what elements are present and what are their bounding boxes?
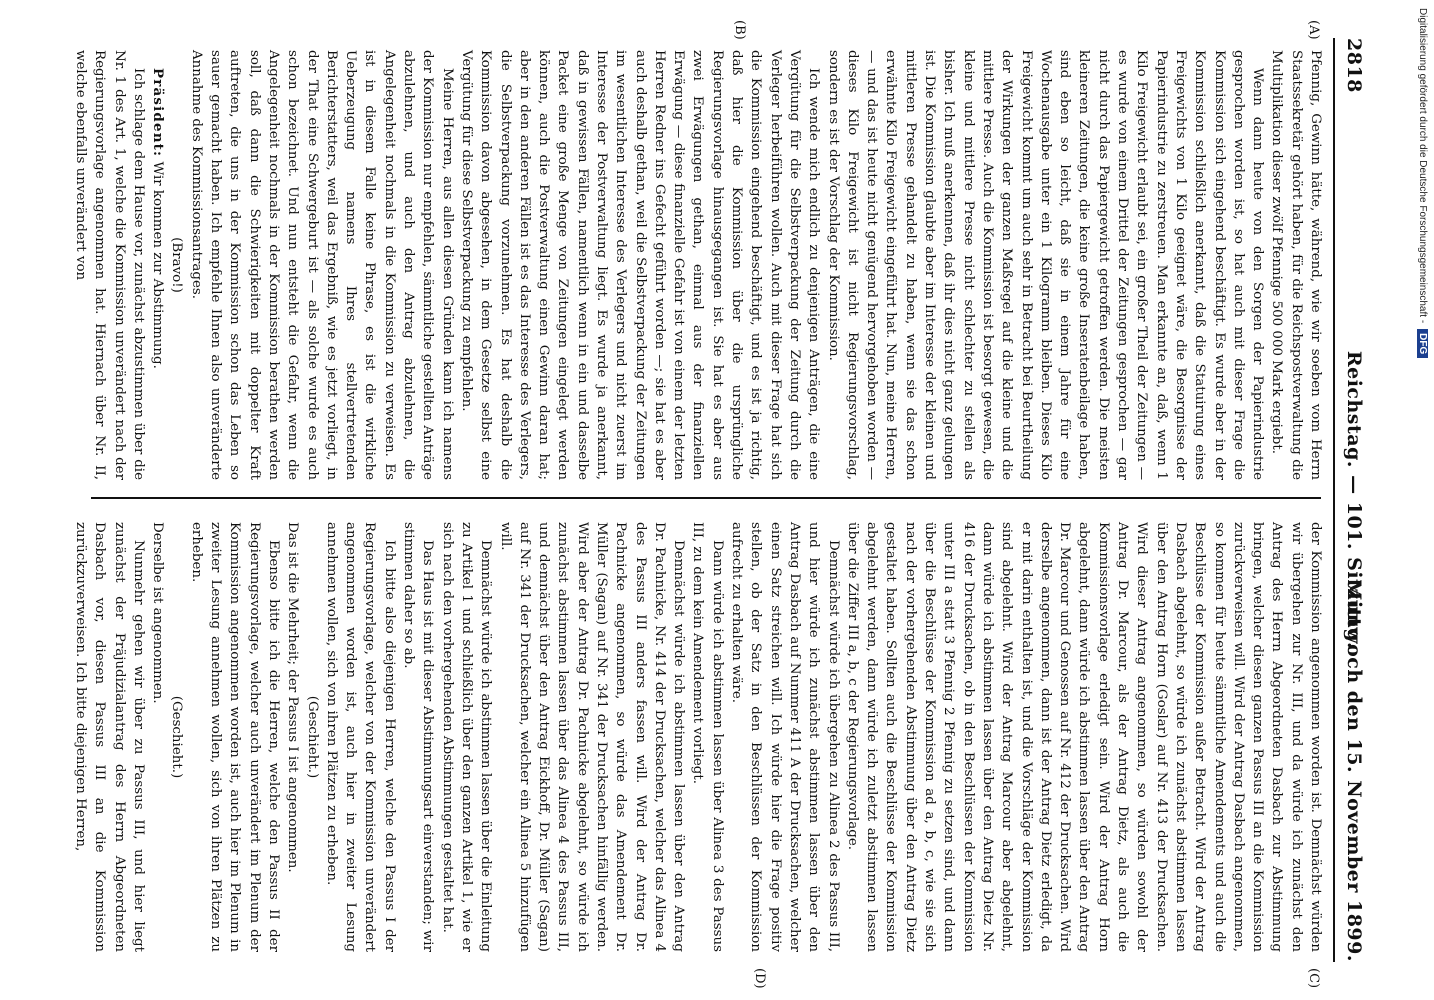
page-header bbox=[1339, 38, 1369, 962]
header-rule bbox=[1333, 38, 1335, 962]
right-paragraph-8: Das ist die Mehrheit; der Passus I ist angenommen. bbox=[285, 522, 301, 873]
right-column bbox=[73, 522, 1325, 952]
margin-marker-b: (B) bbox=[732, 20, 747, 40]
left-paragraph-6: Ich schlage dem Hause vor, zunächst abzustimmen über die Nr. 1 des Art. 1, welche die Kommission unverändert nach der Regierungsvorlage angenommen hat. Hiernach über Nr. II, welche ebenfalls unverändert von bbox=[73, 50, 146, 480]
left-paragraph-3: Ich wende mich endlich zu denjenigen Anträgen, die eine Vergütung für die Selbstverpackung der Zeitung durch die Verleger herbeiführen wollen. Auch mit dieser Frage hat sich die Kommission eingehend beschäftigt, und es ist ja richtig, daß hier die Kommission über die ursprüngliche Regierungsvorlage hinausgegangen ist. Sie hat es aber aus zwei Erwägungen gethan, einmal aus der finanziellen Erwägung — diese finanzielle Gefahr ist von einem der letzten Herren Redner ins Gefecht geführt worden —; sie hat es aber auch deshalb gethan, weil die Selbstverpackung der Zeitungen im wesentlichen Interesse des Verlegers und nicht zuerst im Interesse der Postverwaltung liegt. Es wurde ja anerkannt, daß in gewissen Fällen, namentlich wenn in ein und dasselbe Packet eine große Menge von Zeitungen eingelegt werden können, auch die Postverwaltung einen Gewinn daran hat; aber in den anderen Fällen ist es das Interesse des Verlegers, die Selbstverpackung vorzunehmen. Es hat deshalb die Kommission davon abgesehen, in dem Gesetze selbst eine Vergütung für diese Selbstverpackung zu empfehlen. bbox=[458, 50, 822, 480]
right-paragraph-5: Demnächst würde ich abstimmen lassen über die Einleitung zu Artikel 1 und schließlich über den ganzen Artikel 1, wie er sich nach den vorhergehenden Abstimmungen gestaltet hat. bbox=[439, 522, 494, 952]
right-paragraph-6: Das Haus ist mit dieser Abstimmungsart einverstanden; wir stimmen daher so ab. bbox=[401, 522, 436, 952]
document-page bbox=[27, 0, 1407, 1000]
right-paragraph-2: Demnächst würde ich übergehen zu Alinea 2 des Passus III, und hier würde ich zunächst abstimmen lassen über den Antrag Dasbach auf Nummer 411 A der Drucksachen, welcher einen Satz streichen will. Ich würde hier die Frage positiv stellen, ob der Satz in den Beschlüssen der Kommission aufrecht zu erhalten wäre. bbox=[729, 522, 841, 952]
margin-marker-d: (D) bbox=[752, 968, 767, 989]
right-paragraph-3: Dann würde ich abstimmen lassen über Alinea 3 des Passus III, zu dem kein Amendement vorliegt. bbox=[690, 522, 725, 952]
dfg-logo: DFG bbox=[1417, 329, 1428, 358]
bravo-note: (Bravo!) bbox=[169, 237, 185, 293]
digitization-watermark bbox=[1412, 8, 1428, 968]
left-paragraph-1: Pfennig, Gewinn hätte, während, wie wir soeben vom Herrn Staatssekretär gehört haben, für die Reichspostverwaltung die Multiplikation dieser zwölf Pfennige 500 000 Mark ergiebt. bbox=[1269, 50, 1323, 480]
right-paragraph-9: Ebenso bitte ich die Herren, welche den Passus II der Regierungsvorlage, welcher auch unverändert im Plenum der Kommission angenommen worden ist, auch hier im Plenum in zweiter Lesung annehmen wollen, sich von ihren Plätzen zu erheben. bbox=[188, 522, 281, 952]
left-paragraph-2: Wenn dann heute von den Sorgen der Papierindustrie gesprochen worden ist, so hat auch mit dieser Frage die Kommission sich eingehend beschäftigt. Es wurde aber in der Kommission schließlich anerkannt, daß die Statuirung eines Freigewichts von 1 Kilo geeignet wäre, die Besorgnisse der Papierindustrie zu zerstreuen. Man erkannte an, daß, wenn 1 Kilo Freigewicht erlaubt sei, ein großer Theil der Zeitungen — es wurde von einem Drittel der Zeitungen gesprochen — gar nicht durch das Papiergewicht getroffen werden. Die meisten kleineren Zeitungen, die keine große Inseratenbeilage haben, sind eben so leicht, daß sie in einem Jahre für eine Wochenausgabe unter ein 1 Kilogramm bleiben. Dieses Kilo Freigewicht kommt um auch sehr in Betracht bei Beurtheilung der Wirkungen der ganzen Maßregel auf die kleine und die mittlere Presse. Auch die Kommission ist besorgt gewesen, die kleine und mittlere Presse nicht schlechter zu stellen als bisher. Ich muß anerkennen, daß ihr dies nicht ganz gelungen ist. Die Kommission glaubte aber im Interesse der kleinen und mittleren Presse gehandelt zu haben, wenn sie das schon erwähnte Kilo Freigewicht eingeführt hat. Nun, meine Herren, — und das ist heute nicht genügend hervorgehoben worden — dieses Kilo Freigewicht ist nicht Regierungsvorschlag, sondern es ist der Vorschlag der Kommission. bbox=[825, 50, 1266, 480]
right-paragraph-7: Ich bitte also diejenigen Herren, welche den Passus I der Regierungsvorlage, welcher von der Kommission unverändert angenommen worden ist, auch hier in zweiter Lesung annehmen wollen, sich von ihren Plätzen zu erheben. bbox=[323, 522, 397, 952]
column-divider bbox=[91, 497, 1321, 499]
session-date: Mittwoch den 15. November 1899. bbox=[1343, 579, 1365, 962]
session-title: Reichstag. — 101. Sitzung. bbox=[1343, 350, 1365, 650]
right-paragraph-4: Demnächst würde ich abstimmen lassen über den Antrag Dr. Pachnicke, Nr. 414 der Drucksachen, welcher das Alinea 4 des Passus III anders fassen will. Wird der Antrag Dr. Pachnicke angenommen, so würde das Amendement Dr. Müller (Sagan) auf Nr. 341 der Drucksachen hinfällig werden. Wird aber der Antrag Dr. Pachnicke abgelehnt, so würde ich zunächst abstimmen lassen über das Alinea 4 des Passus III, und demnächst über den Antrag Eickhoff, Dr. Müller (Sagan) auf Nr. 341 der Drucksachen, welcher ein Alinea 5 hinzufügen will. bbox=[497, 522, 687, 952]
president-speech: Wir kommen zur Abstimmung. bbox=[150, 161, 166, 369]
geschieht-note-2: (Geschieht.) bbox=[169, 695, 185, 779]
right-paragraph-10: Derselbe ist angenommen. bbox=[150, 522, 166, 704]
watermark-text: Digitalisierung gefördert durch die Deutsche Forschungsgemeinschaft - bbox=[1417, 8, 1428, 324]
right-paragraph-11: Nunmehr gehen wir über zu Passus III, und hier liegt zunächst der Präjudizialantrag des Herrn Abgeordneten Dasbach vor, diesen Passus III an die Kommission zurückzuverweisen. Ich bitte diejenigen Herren, bbox=[73, 522, 146, 952]
margin-marker-c: (C) bbox=[1306, 968, 1321, 989]
right-paragraph-1: der Kommission angenommen worden ist. Demnächst würden wir übergehen zur Nr. III, und da würde ich zunächst den Antrag des Herrn Abgeordneten Dasbach zur Abstimmung bringen, welcher diesen ganzen Passus III an die Kommission zurückverweisen will. Wird der Antrag Dasbach angenommen, so kommen für heute sämmtliche Amendements und auch die Beschlüsse der Kommission außer Betracht. Wird der Antrag Dasbach abgelehnt, so würde ich zunächst abstimmen lassen über den Antrag Horn (Goslar) auf Nr. 413 der Drucksachen. Wird dieser Antrag angenommen, so würden sowohl der Antrag Dr. Marcour, als der Antrag Dietz, als auch die Kommissionsvorlage erledigt sein. Wird der Antrag Horn abgelehnt, dann würde ich abstimmen lassen über den Antrag Dr. Marcour und Genossen auf Nr. 412 der Drucksachen. Wird derselbe angenommen, dann ist der Antrag Dietz erledigt, da er mit darin enthalten ist, und die Vorschläge der Kommission sind abgelehnt. Wird der Antrag Marcour aber abgelehnt, dann würde ich abstimmen lassen über den Antrag Dietz Nr. 416 der Drucksachen, ob in den Beschlüssen der Kommission unter III a statt 3 Pfennig 2 Pfennig zu setzen sind, und dann über die Beschlüsse der Kommission ad a, b, c, wie sie sich nach der vorhergehenden Abstimmung über den Antrag Dietz gestaltet haben. Sollten auch die Beschlüsse der Kommission abgelehnt werden, dann würde ich zuletzt abstimmen lassen über die Ziffer III a, b, c der Regierungsvorlage. bbox=[844, 522, 1323, 952]
page-number: 2818 bbox=[1343, 38, 1365, 93]
geschieht-note-1: (Geschieht.) bbox=[304, 695, 320, 779]
president-label: Präsident: bbox=[150, 68, 167, 158]
left-column bbox=[73, 50, 1325, 480]
left-paragraph-4: Meine Herren, aus allen diesen Gründen kann ich namens der Kommission nur empfehlen, sämmtliche gestellten Anträge abzulehnen, und auch den Antrag abzulehnen, die Angelegenheit nochmals in die Kommission zu verweisen. Es ist in diesem Falle keine Phrase, es ist die wirkliche Ueberzeugung namens Ihres stellvertretenden Berichterstatters, weil das Ergebniß, wie es jetzt vorliegt, in der That eine Schwergeburt ist — als solche wurde es auch schon bezeichnet. Und nun entsteht die Gefahr, wenn die Angelegenheit nochmals in der Kommission berathen werden soll, daß dann die Schwierigkeiten mit doppelter Kraft auftreten, die uns in der Kommission schon das Leben so sauer gemacht haben. Ich empfehle Ihnen also unveränderte Annahme des Kommissionsantrages. bbox=[188, 50, 455, 480]
margin-marker-a: (A) bbox=[1306, 20, 1321, 40]
